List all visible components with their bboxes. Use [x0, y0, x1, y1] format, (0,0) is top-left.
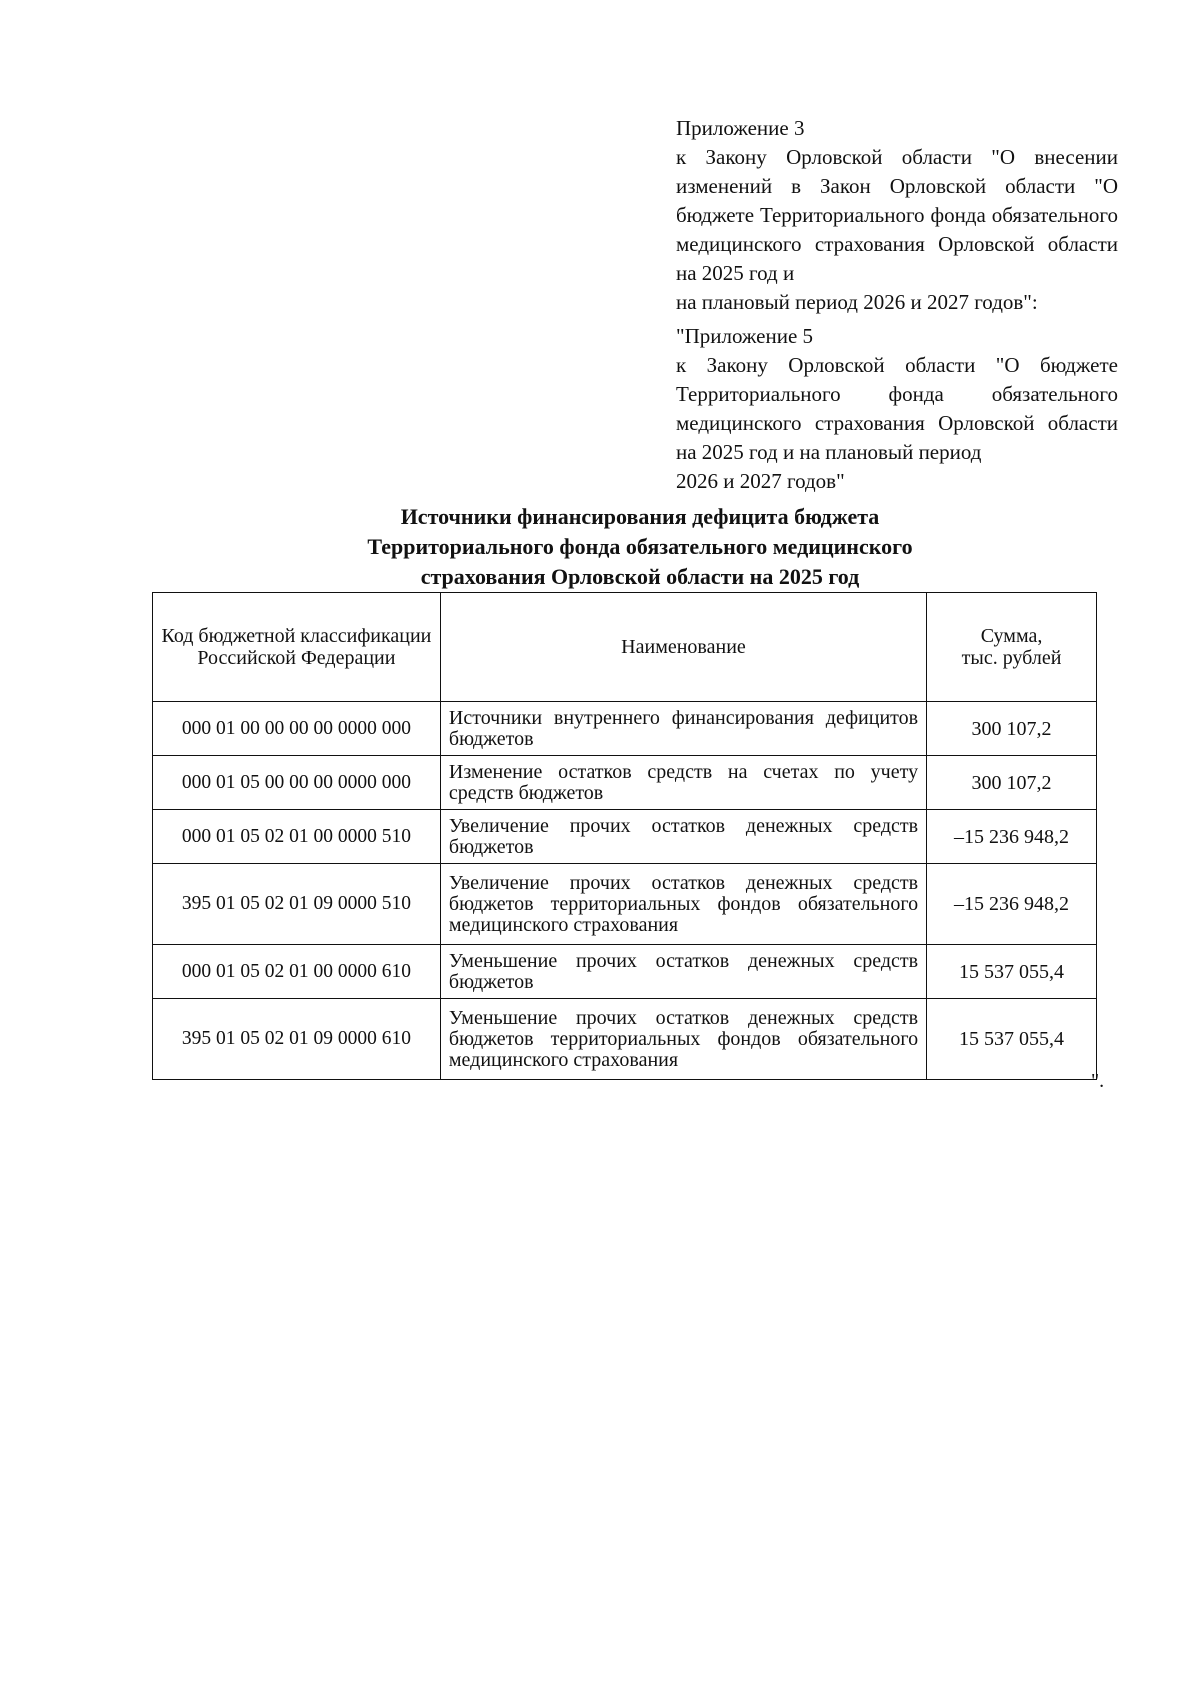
appendix-3-caption	[676, 114, 1118, 317]
row-name: Уменьшение прочих остатков денежных средств бюджетов территориальных фондов обязательного медицинского страхования	[440, 999, 926, 1080]
appendix-3-heading: Приложение 3	[676, 116, 805, 140]
row-name: Источники внутреннего финансирования дефицитов бюджетов	[440, 702, 926, 756]
row-amount: –15 236 948,2	[927, 810, 1097, 864]
row-code: 000 01 05 02 01 00 0000 510	[153, 810, 441, 864]
row-code: 000 01 00 00 00 00 0000 000	[153, 702, 441, 756]
appendix-5-last-line: 2026 и 2027 годов"	[676, 469, 845, 493]
row-amount: –15 236 948,2	[927, 864, 1097, 945]
row-name: Увеличение прочих остатков денежных средств бюджетов территориальных фондов обязательного медицинского страхования	[440, 864, 926, 945]
appendix-5-body: к Закону Орловской области "О бюджете Территориального фонда обязательного медицинского страхования Орловской области на 2025 год и на плановый период	[676, 353, 1118, 464]
row-name: Увеличение прочих остатков денежных средств бюджетов	[440, 810, 926, 864]
table-row	[153, 999, 1097, 1080]
row-code: 000 01 05 00 00 00 0000 000	[153, 756, 441, 810]
table-row	[153, 945, 1097, 999]
title-line-1: Источники финансирования дефицита бюджета	[400, 504, 880, 529]
table-header-row	[153, 593, 1097, 702]
appendix-5-heading: "Приложение 5	[676, 324, 814, 348]
closing-quote-mark: ".	[1091, 1070, 1105, 1092]
row-name: Изменение остатков средств на счетах по учету средств бюджетов	[440, 756, 926, 810]
title-line-2: Территориального фонда обязательного медицинского	[367, 534, 913, 559]
table-row	[153, 702, 1097, 756]
header-name: Наименование	[440, 593, 926, 702]
table-row	[153, 864, 1097, 945]
row-code: 395 01 05 02 01 09 0000 510	[153, 864, 441, 945]
row-amount: 300 107,2	[927, 756, 1097, 810]
row-amount: 300 107,2	[927, 702, 1097, 756]
header-amount-line-1: Сумма,	[980, 625, 1043, 647]
row-amount: 15 537 055,4	[927, 999, 1097, 1080]
document-title	[150, 502, 1130, 592]
row-code: 395 01 05 02 01 09 0000 610	[153, 999, 441, 1080]
header-amount-line-2: тыс. рублей	[961, 647, 1062, 669]
appendix-3-last-line: на плановый период 2026 и 2027 годов":	[676, 290, 1038, 314]
table-row	[153, 810, 1097, 864]
appendix-3-body: к Закону Орловской области "О внесении изменений в Закон Орловской области "О бюджете Территориального фонда обязательного медицинского страхования Орловской области на 2025 год и	[676, 145, 1118, 285]
title-line-3: страхования Орловской области на 2025 год	[420, 564, 860, 589]
appendix-5-caption	[676, 322, 1118, 496]
table-row	[153, 756, 1097, 810]
row-name: Уменьшение прочих остатков денежных средств бюджетов	[440, 945, 926, 999]
row-amount: 15 537 055,4	[927, 945, 1097, 999]
header-amount	[927, 593, 1097, 702]
row-code: 000 01 05 02 01 00 0000 610	[153, 945, 441, 999]
financing-sources-table	[152, 592, 1097, 1080]
header-code: Код бюджетной классификации Российской Федерации	[153, 593, 441, 702]
